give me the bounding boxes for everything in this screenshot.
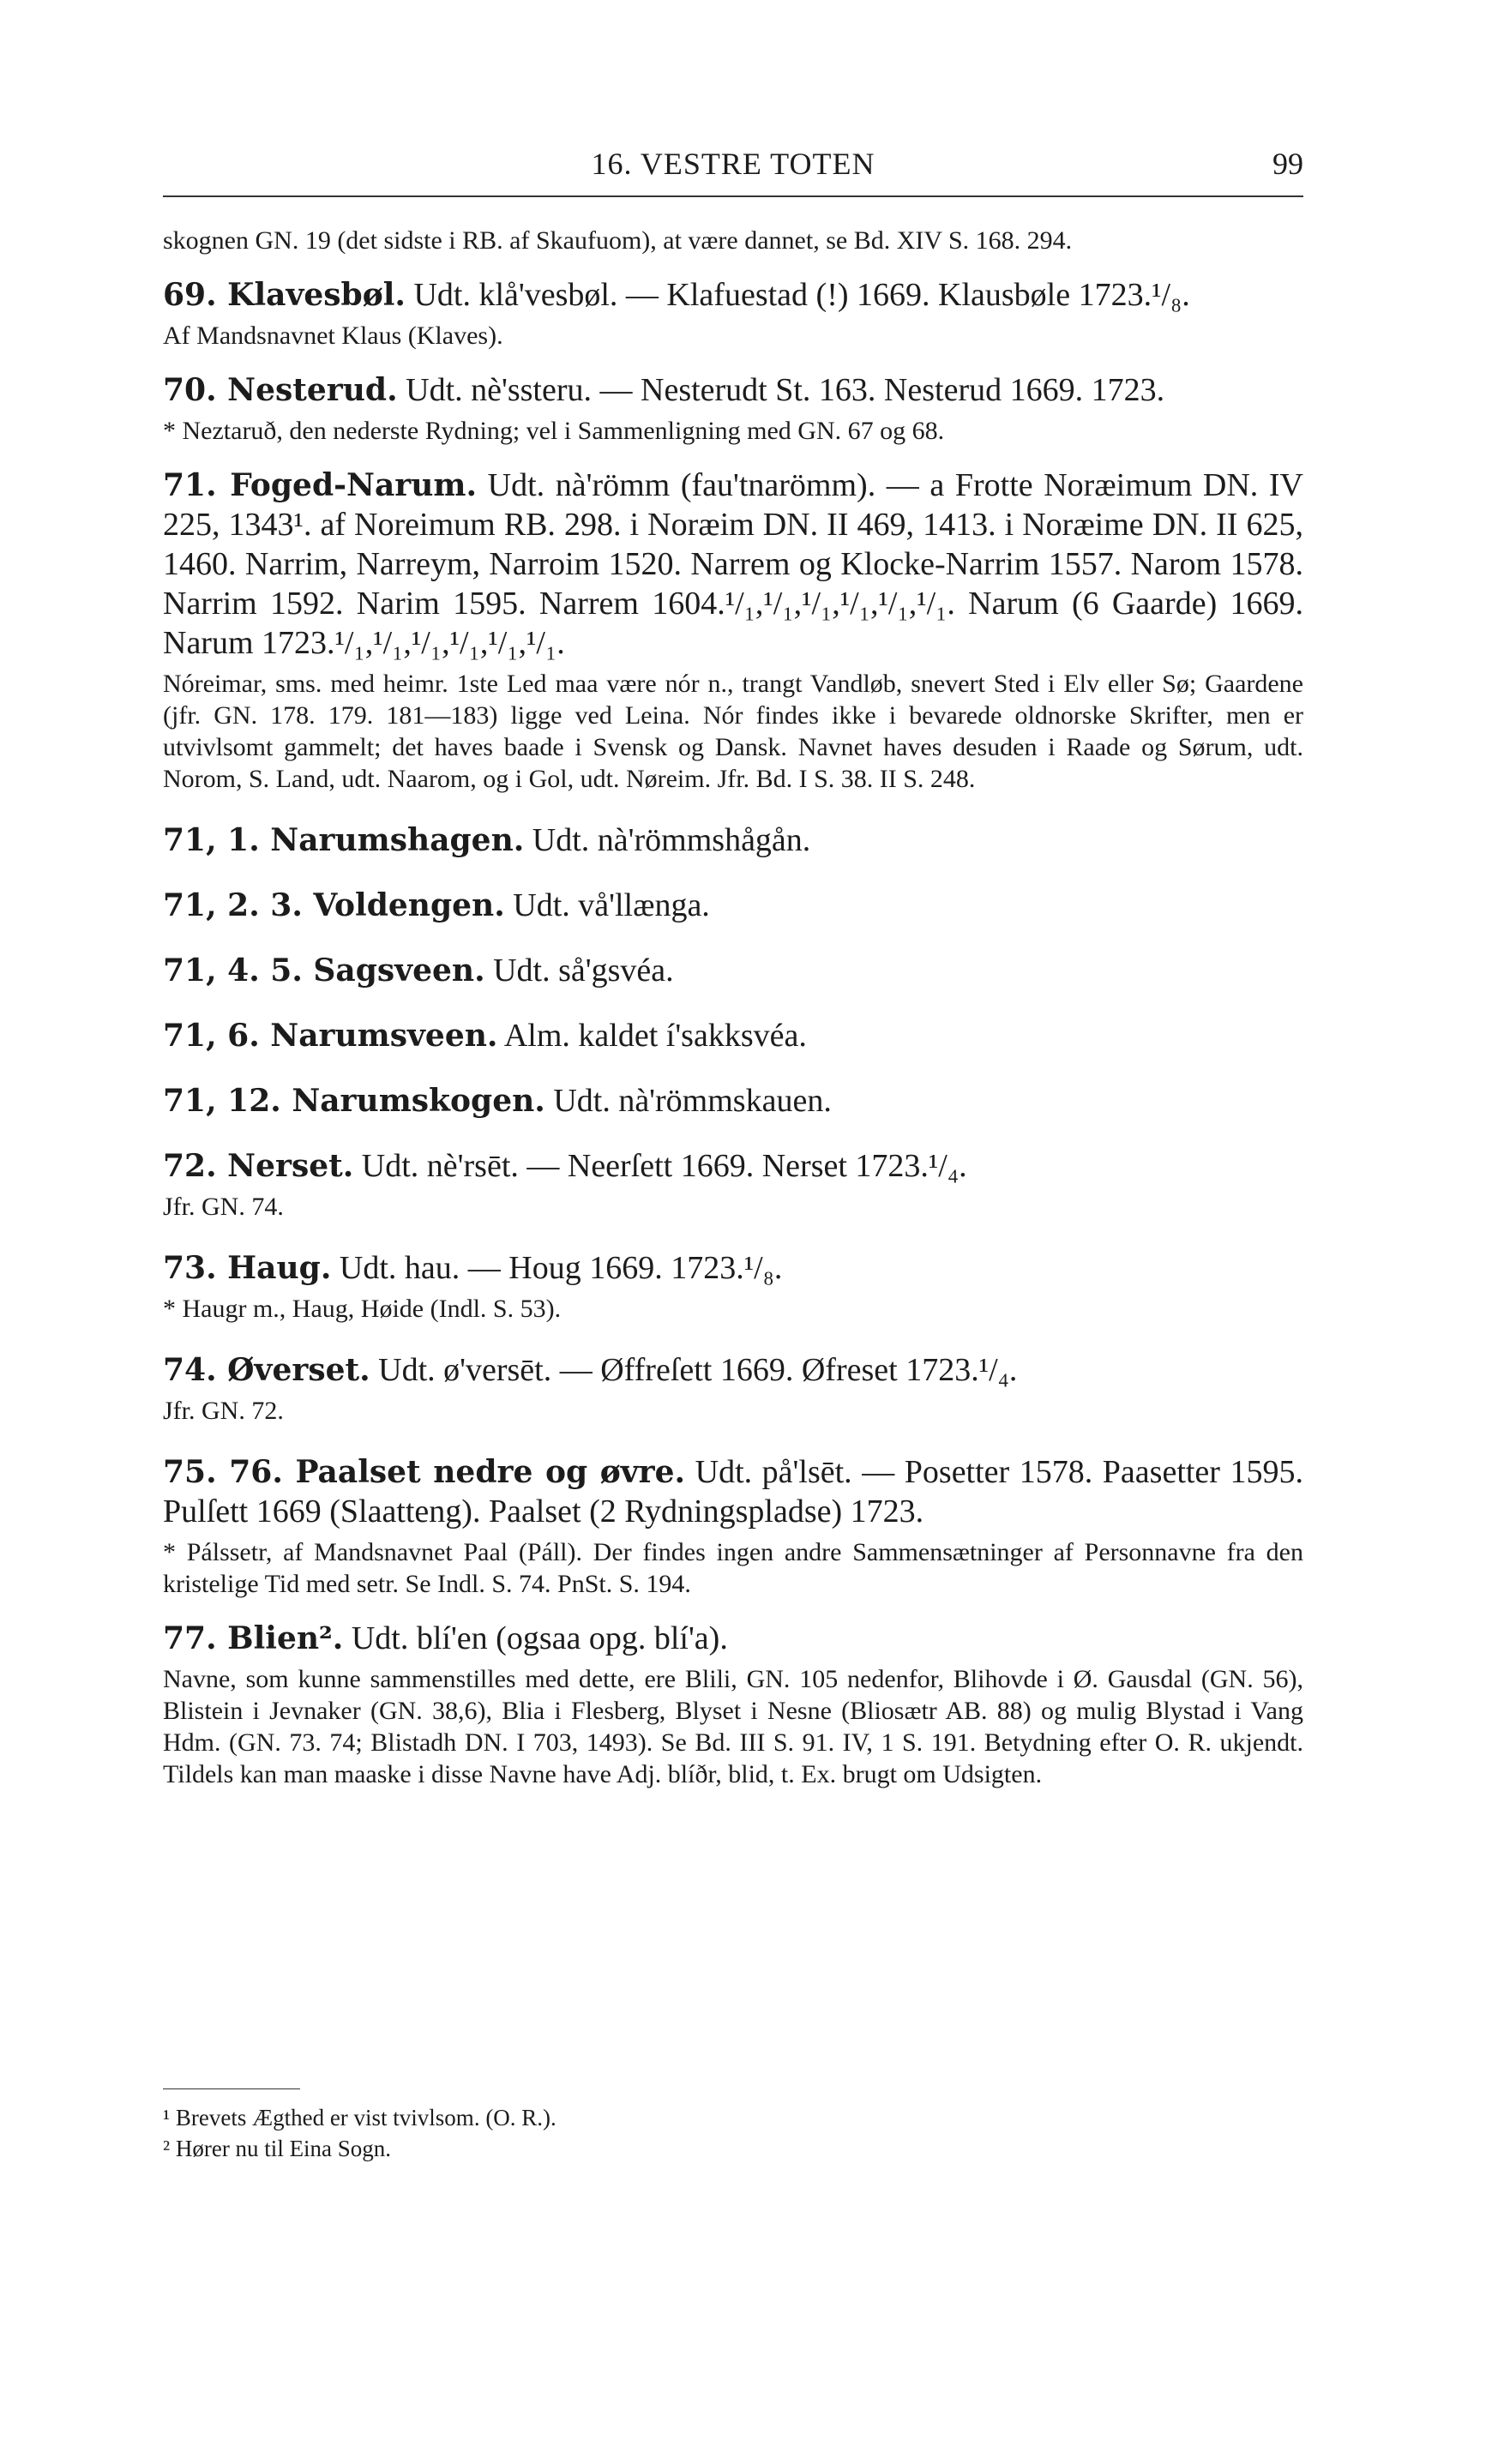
entry-headword: Klavesbøl.: [227, 277, 406, 313]
entry-number: 74.: [163, 1352, 228, 1388]
paragraph-text: Udt. ø'versēt. — Øffreſett 1669. Øfreset 1723.¹/₄.: [370, 1352, 1018, 1388]
entry-number: 71, 4. 5.: [163, 953, 314, 989]
paragraph-text: Jfr. GN. 72.: [163, 1397, 284, 1425]
paragraph-text: Udt. nà'römmskauen.: [544, 1083, 832, 1119]
entry-headword: Narumskogen.: [292, 1083, 545, 1119]
entry-paragraph: [163, 275, 1303, 315]
entry-headword: Nesterud.: [227, 372, 398, 408]
entry-paragraph: [163, 820, 1303, 860]
running-header: [163, 146, 1303, 194]
entry-paragraph: [163, 886, 1303, 925]
paragraph-text: Nóreimar, sms. med heimr. 1ste Led maa være nór n., trangt Vandløb, snevert Sted i Elv eller Sø; Gaardene (jfr. GN. 178. 179. 181—183) ligge ved Leina. Nór findes ikke i bevarede oldnorske Skrifter, men er utvivlsomt gammelt; det haves baade i Svensk og Dansk. Navnet haves desuden i Raade og Sørum, udt. Norom, S. Land, udt. Naarom, og i Gol, udt. Nøreim. Jfr. Bd. I S. 38. II S. 248.: [163, 670, 1303, 793]
note-paragraph: [163, 415, 1303, 447]
paragraph-text: Udt. nè'ssteru. — Nesterudt St. 163. Nesterud 1669. 1723.: [397, 372, 1165, 408]
note-paragraph: [163, 1395, 1303, 1427]
entry-number: 71, 12.: [163, 1083, 292, 1119]
paragraph-text: Jfr. GN. 74.: [163, 1193, 284, 1221]
entry-headword: Haug.: [227, 1250, 332, 1286]
entry-number: 71, 6.: [163, 1018, 271, 1054]
footnote: ² Hører nu til Eina Sogn.: [163, 2136, 392, 2161]
entry-number: 71.: [163, 467, 231, 503]
paragraph-text: Udt. så'gsvéa.: [484, 953, 674, 989]
entry-paragraph: [163, 1146, 1303, 1186]
paragraph-text: Udt. på'lsēt. — Posetter 1578. Paasetter 1595. Pulſett 1669 (Slaatteng). Paalset (2 Rydningspladse) 1723.: [163, 1454, 1304, 1529]
footnote-rule: [163, 2088, 300, 2089]
note-paragraph: [163, 1293, 1303, 1325]
entry-headword: Sagsveen.: [313, 953, 485, 989]
paragraph-text: skognen GN. 19 (det sidste i RB. af Skaufuom), at være dannet, se Bd. XIV S. 168. 294.: [163, 226, 1073, 255]
header-title: 16. VESTRE TOTEN: [591, 147, 875, 181]
entry-paragraph: [163, 1452, 1303, 1531]
entry-number: 70.: [163, 372, 228, 408]
paragraph-text: Udt. nà'römmshågån.: [524, 822, 811, 858]
header-rule: [163, 195, 1303, 197]
paragraph-text: Udt. blí'en (ogsaa opg. blí'a).: [343, 1620, 728, 1656]
note-paragraph: [163, 225, 1303, 256]
entry-paragraph: [163, 370, 1303, 410]
entry-paragraph: [163, 1248, 1303, 1288]
paragraph-text: Udt. nè'rsēt. — Neerſett 1669. Nerset 1723.¹/₄.: [353, 1148, 967, 1184]
paragraph-text: Navne, som kunne sammenstilles med dette, ere Blili, GN. 105 nedenfor, Blihovde i Ø. Gausdal (GN. 56), Blistein i Jevnaker (GN. 38,6), Blia i Flesberg, Blyset i Nesne (Bliosætr AB. 88) og mulig Blystad i Vang Hdm. (GN. 73. 74; Blistadh DN. I 703, 1493). Se Bd. III S. 91. IV, 1 S. 191. Betydning efter O. R. ukjendt. Tildels kan man maaske i disse Navne have Adj. blíðr, blid, t. Ex. brugt om Udsigten.: [163, 1665, 1303, 1788]
article-body: [163, 225, 1303, 1790]
entry-number: 71, 2. 3.: [163, 887, 314, 923]
entry-headword: Blien².: [227, 1620, 344, 1656]
paragraph-text: Alm. kaldet í'sakksvéa.: [497, 1018, 807, 1054]
entry-paragraph: [163, 951, 1303, 990]
footnote: ¹ Brevets Ægthed er vist tvivlsom. (O. R.).: [163, 2105, 556, 2130]
entry-number: 77.: [163, 1620, 228, 1656]
page-number: 99: [1272, 147, 1303, 181]
paragraph-text: Udt. hau. — Houg 1669. 1723.¹/₈.: [331, 1250, 783, 1286]
entry-paragraph: [163, 1350, 1303, 1390]
entry-headword: Voldengen.: [313, 887, 505, 923]
paragraph-text: * Haugr m., Haug, Høide (Indl. S. 53).: [163, 1295, 562, 1323]
entry-paragraph: [163, 1016, 1303, 1055]
entry-headword: Foged-Narum.: [230, 467, 478, 503]
paragraph-text: * Pálssetr, af Mandsnavnet Paal (Páll). Der findes ingen andre Sammensætninger af Personnavne fra den kristelige Tid med setr. Se Indl. S. 74. PnSt. S. 194.: [163, 1538, 1303, 1598]
note-paragraph: [163, 1191, 1303, 1223]
paragraph-text: Udt. nà'römm (fau'tnarömm). — a Frotte Noræimum DN. IV 225, 1343¹. af Noreimum RB. 298. i Noræim DN. II 469, 1413. i Noræime DN. II 625, 1460. Narrim, Narreym, Narroim 1520. Narrem og Klocke-Narrim 1557. Narom 1578. Narrim 1592. Narim 1595. Narrem 1604.¹/₁,¹/₁,¹/₁,¹/₁,¹/₁,¹/₁. Narum (6 Gaarde) 1669. Narum 1723.¹/₁,¹/₁,¹/₁,¹/₁,¹/₁,¹/₁.: [163, 467, 1303, 661]
note-paragraph: [163, 1663, 1303, 1790]
entry-headword: Paalset nedre og øvre.: [295, 1454, 686, 1490]
entry-number: 71, 1.: [163, 822, 271, 858]
note-paragraph: [163, 320, 1303, 352]
entry-number: 69.: [163, 277, 228, 313]
paragraph-text: Udt. vå'llænga.: [504, 887, 710, 923]
entry-headword: Nerset.: [227, 1148, 354, 1184]
entry-paragraph: [163, 1619, 1303, 1658]
paragraph-text: Udt. klå'vesbøl. — Klafuestad (!) 1669. Klausbøle 1723.¹/₈.: [405, 277, 1190, 313]
entry-number: 75. 76.: [163, 1454, 296, 1490]
entry-paragraph: [163, 1081, 1303, 1121]
paragraph-text: Af Mandsnavnet Klaus (Klaves).: [163, 322, 503, 350]
entry-number: 72.: [163, 1148, 228, 1184]
entry-headword: Øverset.: [227, 1352, 370, 1388]
entry-number: 73.: [163, 1250, 228, 1286]
footnotes: [163, 2102, 1303, 2164]
entry-paragraph: [163, 466, 1303, 663]
entry-headword: Narumshagen.: [270, 822, 525, 858]
paragraph-text: * Neztaruð, den nederste Rydning; vel i Sammenligning med GN. 67 og 68.: [163, 417, 945, 445]
note-paragraph: [163, 1536, 1303, 1600]
note-paragraph: [163, 668, 1303, 795]
entry-headword: Narumsveen.: [270, 1018, 498, 1054]
